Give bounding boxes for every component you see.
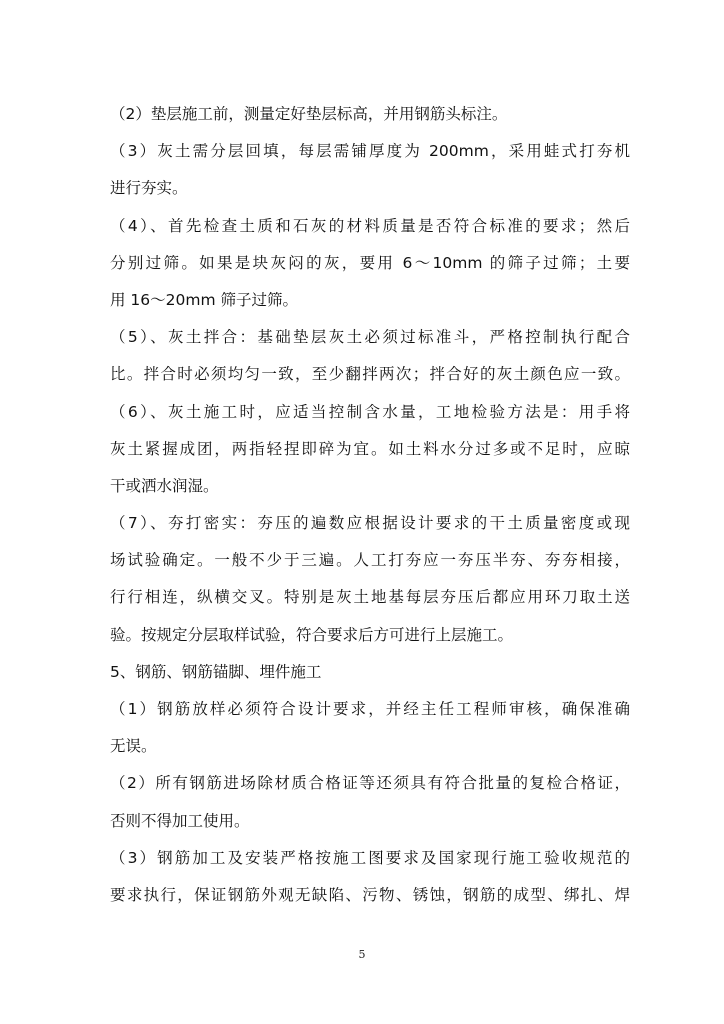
text-line: 灰土紧握成团，两指轻捏即碎为宜。如土料水分过多或不足时，应晾 — [110, 439, 630, 458]
text-line: 干或洒水润湿。 — [110, 476, 219, 495]
page-number: 5 — [358, 948, 366, 961]
text-line: 分别过筛。如果是块灰闷的灰，要用 6～10mm 的筛子过筛；土要 — [110, 253, 630, 272]
text-line: 无误。 — [110, 737, 157, 756]
text-line: （2）所有钢筋进场除材质合格证等还须具有符合批量的复检合格证， — [110, 774, 630, 793]
text-line: （5）、灰土拌合：基础垫层灰土必须过标准斗，严格控制执行配合 — [110, 328, 630, 347]
text-line: 场试验确定。一般不少于三遍。人工打夯应一夯压半夯、夯夯相接， — [110, 551, 630, 570]
text-line: 要求执行，保证钢筋外观无缺陷、污物、锈蚀，钢筋的成型、绑扎、焊 — [110, 885, 630, 904]
text-line: 验。按规定分层取样试验，符合要求后方可进行上层施工。 — [110, 625, 514, 644]
text-line: 进行夯实。 — [110, 179, 188, 198]
text-line: 行行相连，纵横交叉。特别是灰土地基每层夯压后都应用环刀取土送 — [110, 588, 630, 607]
text-line: （6）、灰土施工时，应适当控制含水量，工地检验方法是：用手将 — [110, 402, 630, 421]
text-line: （7）、夯打密实：夯压的遍数应根据设计要求的干土质量密度或现 — [110, 514, 630, 533]
text-line: （1）钢筋放样必须符合设计要求，并经主任工程师审核，确保准确 — [110, 700, 630, 718]
text-line: 比。拌合时必须均匀一致，至少翻拌两次；拌合好的灰土颜色应一致。 — [110, 365, 630, 384]
text-line: 用 16～20mm 筛子过筛。 — [110, 290, 298, 309]
text-line: （4）、首先检查土质和石灰的材料质量是否符合标准的要求；然后 — [110, 216, 630, 235]
section-heading: 5、钢筋、钢筋锚脚、埋件施工 — [110, 662, 322, 681]
text-line: （3）钢筋加工及安装严格按施工图要求及国家现行施工验收规范的 — [110, 848, 630, 867]
text-line: （3）灰土需分层回填，每层需铺厚度为 200mm，采用蛙式打夯机 — [110, 142, 630, 161]
text-line: （2）垫层施工前，测量定好垫层标高，并用钢筋头标注。 — [110, 105, 508, 123]
text-line: 否则不得加工使用。 — [110, 811, 250, 830]
body-text — [110, 96, 630, 914]
